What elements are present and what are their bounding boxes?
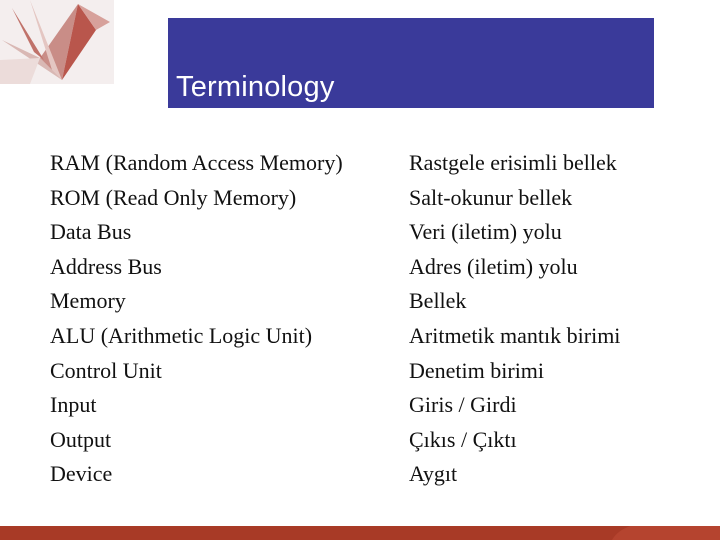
turkish-term: Veri (iletim) yolu [409,219,562,245]
turkish-term: Çıkıs / Çıktı [409,426,517,452]
english-term: Device [50,461,113,487]
paper-crane-logo [0,0,114,84]
slide-title: Terminology [176,71,335,103]
english-term: ALU (Arithmetic Logic Unit) [50,322,313,348]
turkish-term: Bellek [409,288,467,314]
english-term: Control Unit [50,357,162,383]
turkish-term: Rastgele erisimli bellek [409,150,617,175]
turkish-term: Salt-okunur bellek [409,184,573,210]
title-bar [168,18,654,108]
footer-bar [0,526,720,540]
english-term: Memory [50,288,126,314]
english-term: ROM (Read Only Memory) [50,184,297,210]
english-term: Data Bus [50,219,132,245]
turkish-term: Adres (iletim) yolu [409,253,578,279]
turkish-term: Denetim birimi [409,357,545,383]
english-term: RAM (Random Access Memory) [50,150,343,175]
english-terms-list [50,146,343,492]
turkish-term: Aritmetik mantık birimi [409,322,621,348]
turkish-term: Aygıt [409,461,458,487]
turkish-term: Giris / Girdi [409,392,517,418]
turkish-terms-list [409,146,620,492]
english-term: Input [50,392,97,418]
english-term: Address Bus [50,253,162,279]
english-term: Output [50,426,112,452]
